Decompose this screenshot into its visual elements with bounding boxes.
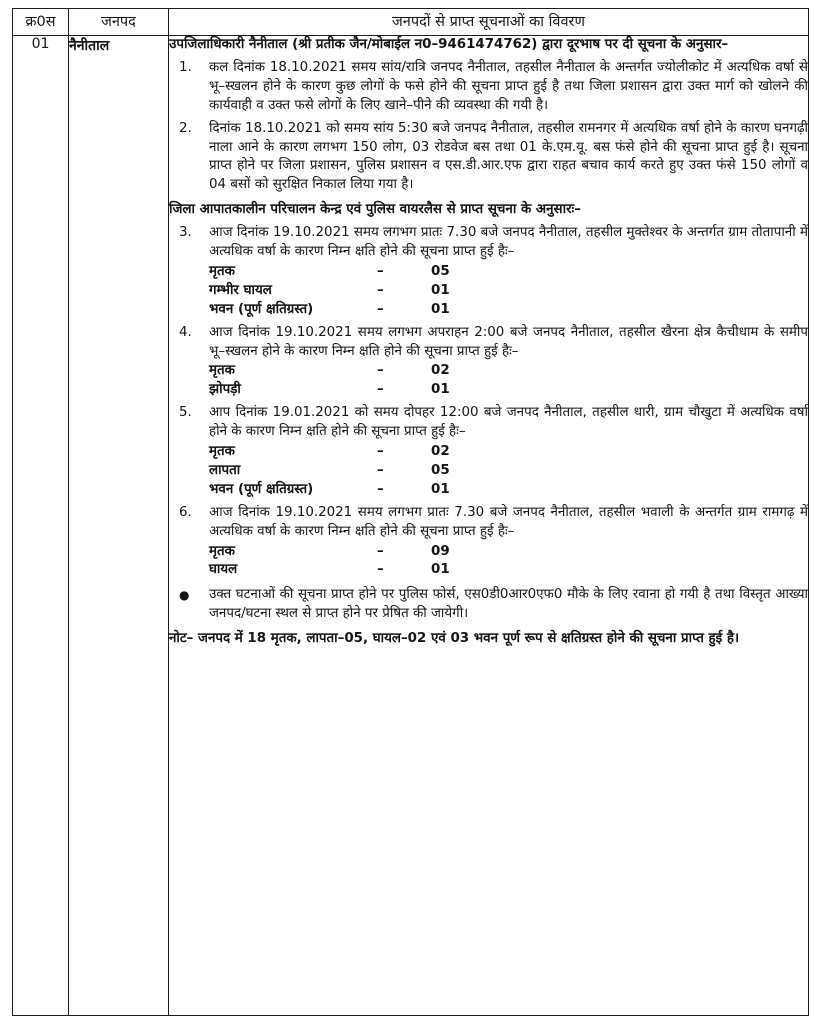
item-text: आप दिनांक 19.01.2021 को समय दोपहर 12:00 बजे जनपद नैनीताल, तहसील धारी, ग्राम चौखुटा में अत्यधिक वर्षा होने के कारण निम्न क्षति होने की सूचना प्राप्त हुई हैः– xyxy=(209,405,808,440)
loss-list xyxy=(209,362,808,400)
loss-value: 05 xyxy=(431,263,450,279)
item-number: 2. xyxy=(179,120,192,136)
lead-paragraph: उपजिलाधिकारी नैनीताल (श्री प्रतीक जैन/मोबाईल न0–9461474762) द्वारा दूरभाष पर दी सूचना के अनुसार– xyxy=(169,37,729,52)
summary-note: नोट– जनपद में 18 मृतक, लापता–05, घायल–02 एवं 03 भवन पूर्ण रूप से क्षतिग्रस्त होने की सूचना प्राप्त हुई है। xyxy=(169,631,740,647)
loss-dash: – xyxy=(377,382,384,398)
loss-row xyxy=(209,561,808,580)
loss-label: भवन (पूर्ण क्षतिग्रस्त) xyxy=(209,481,314,497)
loss-list xyxy=(209,263,808,320)
loss-row xyxy=(209,263,808,282)
item-text: दिनांक 18.10.2021 को समय सांय 5:30 बजे जनपद नैनीताल, तहसील रामनगर में अत्यधिक वर्षा होने के कारण घनगढ़ी नाला आने के कारण लगभग 150 लोग, 03 रोडवेज बस तथा 01 के.एम.यू. बस फंसे होने की सूचना प्राप्त हुई है। सूचना प्राप्त होने पर जिला प्रशासन, पुलिस प्रशासन व एस.डी.आर.एफ द्वारा राहत बचाव कार्य करते हुए उक्त फंसे 150 लोगों व 04 बसों को सुरक्षित निकाल लिया गया है। xyxy=(209,120,808,193)
loss-value: 01 xyxy=(431,481,450,497)
bullet-dot-icon: ● xyxy=(179,588,190,603)
list-item xyxy=(169,59,808,116)
loss-label: मृतक xyxy=(209,263,235,279)
row-details xyxy=(169,36,809,1016)
list-item xyxy=(169,224,808,262)
table-header-row xyxy=(13,9,809,36)
loss-list xyxy=(209,543,808,581)
item-number: 6. xyxy=(179,504,192,520)
loss-value: 09 xyxy=(431,543,450,559)
header-serial-number: क्र0स xyxy=(13,9,69,36)
table-row xyxy=(13,36,809,1016)
loss-label: गम्भीर घायल xyxy=(209,282,272,298)
bullet-text: उक्त घटनाओं की सूचना प्राप्त होने पर पुलिस फोर्स, एस0डी0आर0एफ0 मौके के लिए रवाना हो गयी है तथा विस्तृत आख्या जनपद/घटना स्थल से प्राप्त होने पर प्रेषित की जायेगी। xyxy=(209,587,808,622)
loss-dash: – xyxy=(377,363,384,379)
report-table xyxy=(12,8,809,1016)
loss-row xyxy=(209,462,808,481)
loss-label: झोपड़ी xyxy=(209,382,241,398)
item-number: 1. xyxy=(179,59,192,75)
loss-row xyxy=(209,362,808,381)
loss-value: 02 xyxy=(431,363,450,379)
loss-row xyxy=(209,381,808,400)
section-heading: जिला आपातकालीन परिचालन केन्द्र एवं पुलिस वायरलैस से प्राप्त सूचना के अनुसारः– xyxy=(169,202,581,218)
loss-dash: – xyxy=(377,543,384,559)
list-item xyxy=(169,120,808,196)
item-text: आज दिनांक 19.10.2021 समय लगभग प्रातः 7.30 बजे जनपद नैनीताल, तहसील भवाली के अन्तर्गत ग्राम रामगढ़ में अत्यधिक वर्षा के कारण निम्न क्षति होने की सूचना प्राप्त हुई हैः– xyxy=(209,504,808,539)
row-serial-number: 01 xyxy=(13,36,69,1016)
item-number: 4. xyxy=(179,324,192,340)
loss-dash: – xyxy=(377,444,384,460)
loss-dash: – xyxy=(377,462,384,478)
loss-value: 01 xyxy=(431,562,450,578)
loss-label: मृतक xyxy=(209,543,235,559)
item-number: 5. xyxy=(179,405,192,421)
loss-row xyxy=(209,282,808,301)
loss-list xyxy=(209,443,808,500)
loss-label: भवन (पूर्ण क्षतिग्रस्त) xyxy=(209,301,314,317)
item-text: आज दिनांक 19.10.2021 समय लगभग प्रातः 7.30 बजे जनपद नैनीताल, तहसील मुक्तेश्वर के अन्तर्गत ग्राम तोतापानी में अत्यधिक वर्षा के कारण निम्न क्षति होने की सूचना प्राप्त हुई हैः– xyxy=(209,225,808,260)
loss-label: घायल xyxy=(209,562,238,578)
loss-value: 01 xyxy=(431,382,450,398)
loss-dash: – xyxy=(377,301,384,317)
loss-row xyxy=(209,543,808,562)
loss-dash: – xyxy=(377,263,384,279)
list-item xyxy=(169,504,808,542)
item-text: कल दिनांक 18.10.2021 समय सांय/रात्रि जनपद नैनीताल, तहसील नैनीताल के अन्तर्गत ज्योलीकोट में अत्यधिक वर्षा से भू–स्खलन होने के कारण कुछ लोगों के फसे होने की सूचना प्राप्त हुई है तथा जिला प्रशासन द्वारा उक्त मार्ग को खोलने की कार्यवाही व उक्त फसे लोगों के लिए खाने–पीने की व्यवस्था की गयी है। xyxy=(209,59,808,113)
loss-row xyxy=(209,481,808,500)
loss-row xyxy=(209,301,808,320)
list-item xyxy=(169,324,808,362)
loss-value: 01 xyxy=(431,282,450,298)
row-district: नैनीताल xyxy=(69,36,169,1016)
loss-row xyxy=(209,443,808,462)
loss-value: 05 xyxy=(431,462,450,478)
loss-dash: – xyxy=(377,481,384,497)
loss-label: लापता xyxy=(209,462,241,478)
loss-label: मृतक xyxy=(209,363,235,379)
bullet-item xyxy=(169,586,808,624)
item-number: 3. xyxy=(179,225,192,241)
loss-label: मृतक xyxy=(209,444,235,460)
loss-dash: – xyxy=(377,562,384,578)
header-details: जनपदों से प्राप्त सूचनाओं का विवरण xyxy=(169,9,809,36)
loss-value: 01 xyxy=(431,301,450,317)
item-text: आज दिनांक 19.10.2021 समय लगभग अपराहन 2:00 बजे जनपद नैनीताल, तहसील खैरना क्षेत्र कैचीधाम के समीप भू–स्खलन होने के कारण निम्न क्षति होने की सूचना प्राप्त हुई हैः– xyxy=(209,324,808,359)
loss-value: 02 xyxy=(431,444,450,460)
list-item xyxy=(169,404,808,442)
loss-dash: – xyxy=(377,282,384,298)
header-district: जनपद xyxy=(69,9,169,36)
